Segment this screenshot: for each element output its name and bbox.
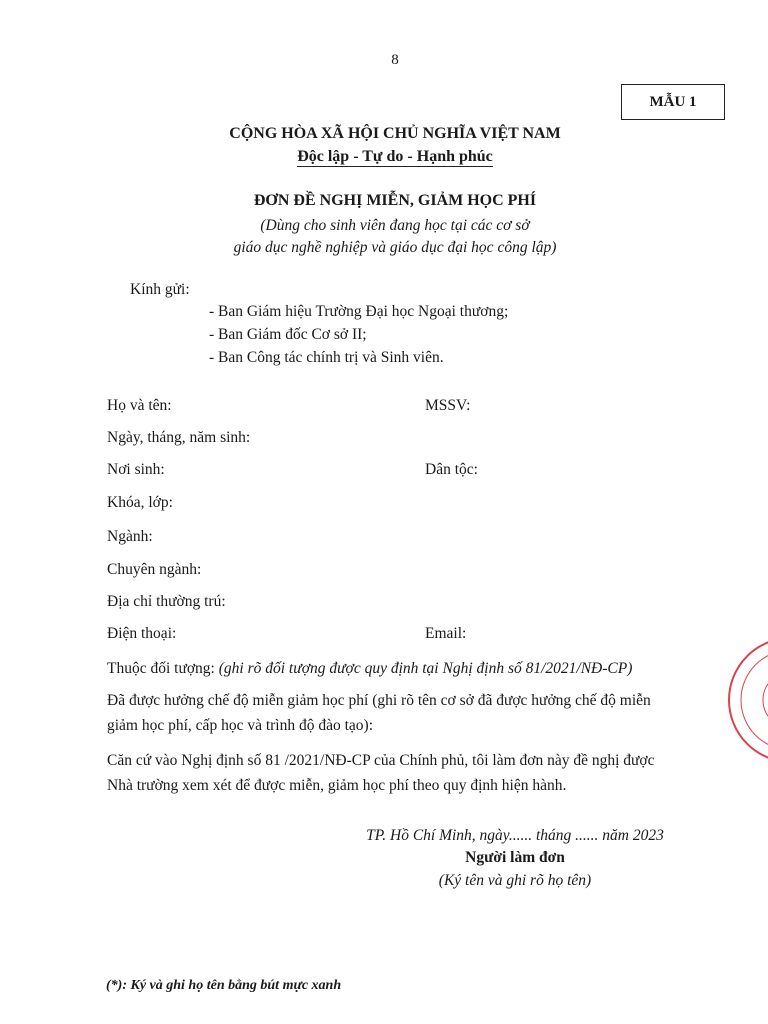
category-line xyxy=(107,656,707,682)
field-student-id: MSSV: xyxy=(425,397,471,414)
field-course-class: Khóa, lớp: xyxy=(107,494,173,511)
category-label: Thuộc đối tượng: xyxy=(107,660,215,677)
request-line-1: Căn cứ vào Nghị định số 81 /2021/NĐ-CP của Chính phủ, tôi làm đơn này đề nghị được xyxy=(107,752,655,769)
document-title: ĐƠN ĐỀ NGHỊ MIỄN, GIẢM HỌC PHÍ xyxy=(253,192,537,209)
prior-exemption-line-2: giảm học phí, cấp học và trình độ đào tạo): xyxy=(107,717,374,734)
recipient-2: - Ban Giám đốc Cơ sở II; xyxy=(209,326,367,343)
greeting: Kính gửi: xyxy=(130,281,190,298)
recipient-3: - Ban Công tác chính trị và Sinh viên. xyxy=(209,349,444,366)
prior-exemption-line-1: Đã được hưởng chế độ miễn giảm học phí (ghi rõ tên cơ sở đã được hưởng chế độ miễn xyxy=(107,692,651,709)
field-phone: Điện thoại: xyxy=(107,625,177,642)
field-birthplace: Nơi sinh: xyxy=(107,461,165,478)
field-address: Địa chỉ thường trú: xyxy=(107,593,226,610)
subtitle-line-1: (Dùng cho sinh viên đang học tại các cơ sở xyxy=(260,217,530,234)
category-hint: (ghi rõ đối tượng được quy định tại Nghị định số 81/2021/NĐ-CP) xyxy=(218,660,633,677)
motto-text: Độc lập - Tự do - Hạnh phúc xyxy=(297,148,493,165)
red-stamp-partial xyxy=(716,630,768,770)
recipient-1: - Ban Giám hiệu Trường Đại học Ngoại thương; xyxy=(209,303,509,320)
field-email: Email: xyxy=(425,625,467,642)
signer-label: Người làm đơn xyxy=(465,849,565,866)
form-code-box: MẪU 1 xyxy=(621,84,725,120)
field-major: Ngành: xyxy=(107,528,153,545)
field-specialization: Chuyên ngành: xyxy=(107,561,202,578)
signer-hint: (Ký tên và ghi rõ họ tên) xyxy=(438,872,592,889)
request-line-2: Nhà trường xem xét để được miễn, giảm học phí theo quy định hiện hành. xyxy=(107,777,567,794)
subtitle-line-2: giáo dục nghề nghiệp và giáo dục đại học công lập) xyxy=(233,239,557,256)
motto xyxy=(0,148,768,166)
page-number: 8 xyxy=(391,52,399,68)
footnote: (*): Ký và ghi họ tên bằng bút mực xanh xyxy=(106,978,342,993)
field-dob: Ngày, tháng, năm sinh: xyxy=(107,429,251,446)
national-title: CỘNG HÒA XÃ HỘI CHỦ NGHĨA VIỆT NAM xyxy=(229,125,561,142)
field-ethnicity: Dân tộc: xyxy=(425,461,478,478)
field-full-name: Họ và tên: xyxy=(107,397,172,414)
date-line: TP. Hồ Chí Minh, ngày...... tháng ...... năm 2023 xyxy=(366,827,664,844)
